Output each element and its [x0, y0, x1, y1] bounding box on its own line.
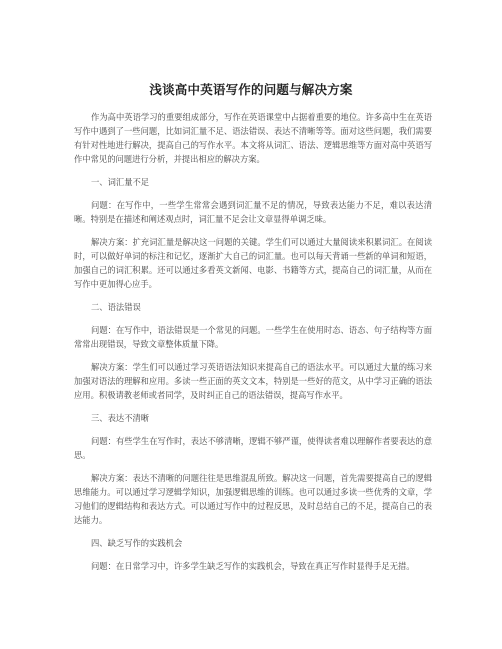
- section-problem-grammar: 问题：在写作中，语法错误是一个常见的问题。一些学生在使用时态、语态、句子结构等方面常常出现错误，导致文章整体质量下降。: [74, 325, 432, 349]
- section-problem-vocabulary: 问题：在写作中，一些学生常常会遇到词汇量不足的情况，导致表达能力不足，难以表达清晰。特别是在描述和阐述观点时，词汇量不足会让文章显得单调乏味。: [74, 200, 432, 224]
- document-title: 浅谈高中英语写作的问题与解决方案: [149, 82, 353, 97]
- section-problem-clarity: 问题：有些学生在写作时，表达不够清晰，逻辑不够严谨，使得读者难以理解作者要表达的意思。: [74, 436, 432, 460]
- section-problem-practice: 问题：在日常学习中，许多学生缺乏写作的实践机会，导致在真正写作时显得手足无措。: [91, 561, 415, 571]
- section-heading-clarity: 三、表达不清晰: [91, 413, 150, 423]
- section-heading-vocabulary: 一、词汇量不足: [91, 177, 150, 187]
- section-solution-grammar: 解决方案：学生们可以通过学习英语语法知识来提高自己的语法水平。可以通过大量的练习来加强对语法的理解和应用。多读一些正面的英文文本，特别是一些好的范文，从中学习正确的语法应用。积极请教老师或者同学，及时纠正自己的语法错误，提高写作水平。: [74, 362, 432, 400]
- section-solution-vocabulary: 解决方案：扩充词汇量是解决这一问题的关键。学生们可以通过大量阅读来积累词汇。在阅读时，可以做好单词的标注和记忆，逐渐扩大自己的词汇量。也可以每天背诵一些新的单词和短语，加强自己的词汇积累。还可以通过多看英文新闻、电影、书籍等方式，提高自己的词汇量，从而在写作中更加得心应手。: [74, 237, 432, 289]
- section-heading-practice: 四、缺乏写作的实践机会: [91, 538, 183, 548]
- intro-paragraph: 作为高中英语学习的重要组成部分，写作在英语课堂中占据着重要的地位。许多高中生在英语写作中遇到了一些问题，比如词汇量不足、语法错误、表达不清晰等等。面对这些问题，我们需要有针对性地进行解决，提高自己的写作水平。本文将从词汇、语法、逻辑思维等方面对高中英语写作中常见的问题进行分析，并提出相应的解决方案。: [74, 112, 432, 164]
- section-heading-grammar: 二、语法错误: [91, 302, 141, 312]
- document-body: [74, 110, 432, 582]
- section-solution-clarity: 解决方案：表达不清晰的问题往往是思维混乱所致。解决这一问题，首先需要提高自己的逻辑思维能力。可以通过学习逻辑学知识，加强逻辑思维的训练。也可以通过多读一些优秀的文章，学习他们的逻辑结构和表达方式。可以通过写作中的过程反思，及时总结自己的不足，提高自己的表达能力。: [74, 473, 432, 525]
